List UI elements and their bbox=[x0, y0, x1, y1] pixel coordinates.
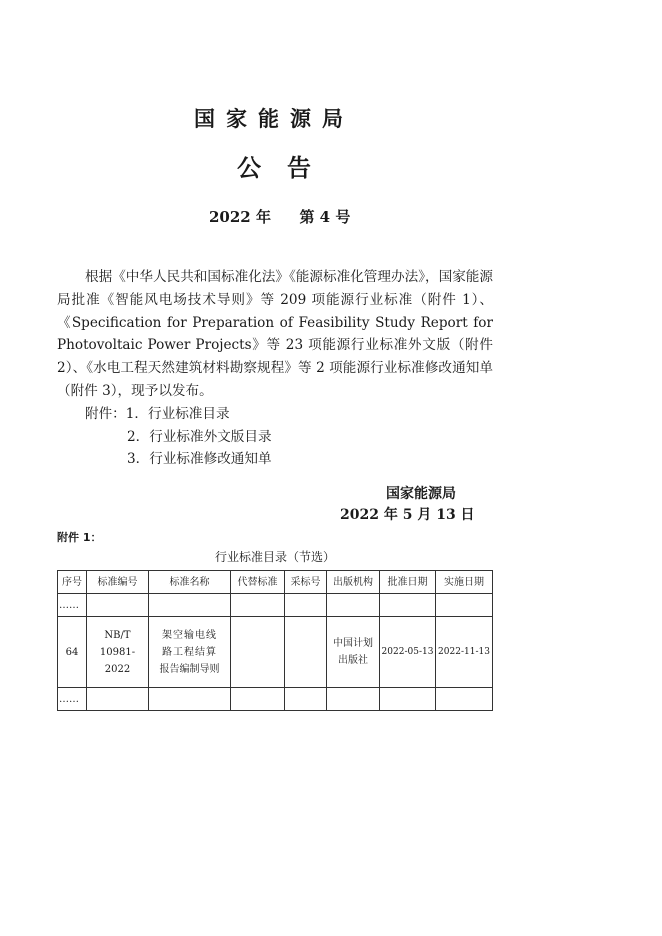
row-name bbox=[149, 617, 231, 688]
row-effective-date: 2022-11-13 bbox=[436, 617, 493, 688]
col-header-adopted: 采标号 bbox=[285, 571, 327, 594]
col-header-approved: 批准日期 bbox=[380, 571, 436, 594]
row-approved-date: 2022-05-13 bbox=[380, 617, 436, 688]
issue-no: 第 4 号 bbox=[299, 208, 351, 226]
col-header-name: 标准名称 bbox=[149, 571, 231, 594]
row-code bbox=[87, 617, 149, 688]
standards-catalog-table bbox=[57, 570, 493, 711]
row-publisher bbox=[327, 617, 380, 688]
appendix-label: 附件 1： bbox=[57, 531, 102, 544]
table-row-ellipsis-top bbox=[58, 594, 493, 617]
col-header-effective: 实施日期 bbox=[436, 571, 493, 594]
col-header-seq: 序号 bbox=[58, 571, 87, 594]
col-header-publisher: 出版机构 bbox=[327, 571, 380, 594]
issue-year: 2022 年 bbox=[209, 208, 271, 226]
signature-date: 2022 年 5 月 13 日 bbox=[340, 507, 475, 523]
row-code-number: 10981-2022 bbox=[99, 646, 136, 675]
row-code-prefix: NB/T bbox=[104, 629, 131, 641]
col-header-code: 标准编号 bbox=[87, 571, 149, 594]
ellipsis-cell: …… bbox=[58, 594, 87, 617]
row-replaces bbox=[231, 617, 285, 688]
signature-agency: 国家能源局 bbox=[386, 486, 456, 502]
table-row-ellipsis-bottom bbox=[58, 688, 493, 711]
announcement-paragraph: 根据《中华人民共和国标准化法》《能源标准化管理办法》，国家能源局批准《智能风电场技术导则》等 209 项能源行业标准（附件 1）、《Specification for Preparation of Feasibility Study Report for Photovoltaic Power Projects》等 23 项能源行业标准外文版（附件 2）、《水电工程天然建筑材料勘察规程》等 2 项能源行业标准修改通知单（附件 3），现予以发布。 bbox=[57, 269, 493, 399]
row-publisher-line2: 出版社 bbox=[338, 655, 368, 666]
row-name-line2: 路工程结算 bbox=[162, 646, 217, 658]
document-type-title: 公告 bbox=[237, 154, 337, 182]
appendix-table-title: 行业标准目录（节选） bbox=[214, 550, 335, 564]
row-name-line3: 报告编制导则 bbox=[159, 663, 220, 675]
row-name-line1: 架空输电线 bbox=[162, 629, 217, 641]
ellipsis-cell: …… bbox=[58, 688, 87, 711]
attachment-item-2: 2．行业标准外文版目录 bbox=[127, 428, 272, 445]
attachment-item-1: 附件：1．行业标准目录 bbox=[85, 405, 230, 422]
table-row bbox=[58, 617, 493, 688]
col-header-replaces: 代替标准 bbox=[231, 571, 285, 594]
issuing-agency-title: 国家能源局 bbox=[194, 107, 354, 131]
row-adopted bbox=[285, 617, 327, 688]
table-header-row bbox=[58, 571, 493, 594]
announcement-body bbox=[57, 266, 493, 471]
row-publisher-line1: 中国计划 bbox=[333, 638, 373, 649]
row-seq: 64 bbox=[58, 617, 87, 688]
attachment-item-3: 3．行业标准修改通知单 bbox=[127, 451, 272, 468]
issue-number bbox=[209, 206, 350, 227]
